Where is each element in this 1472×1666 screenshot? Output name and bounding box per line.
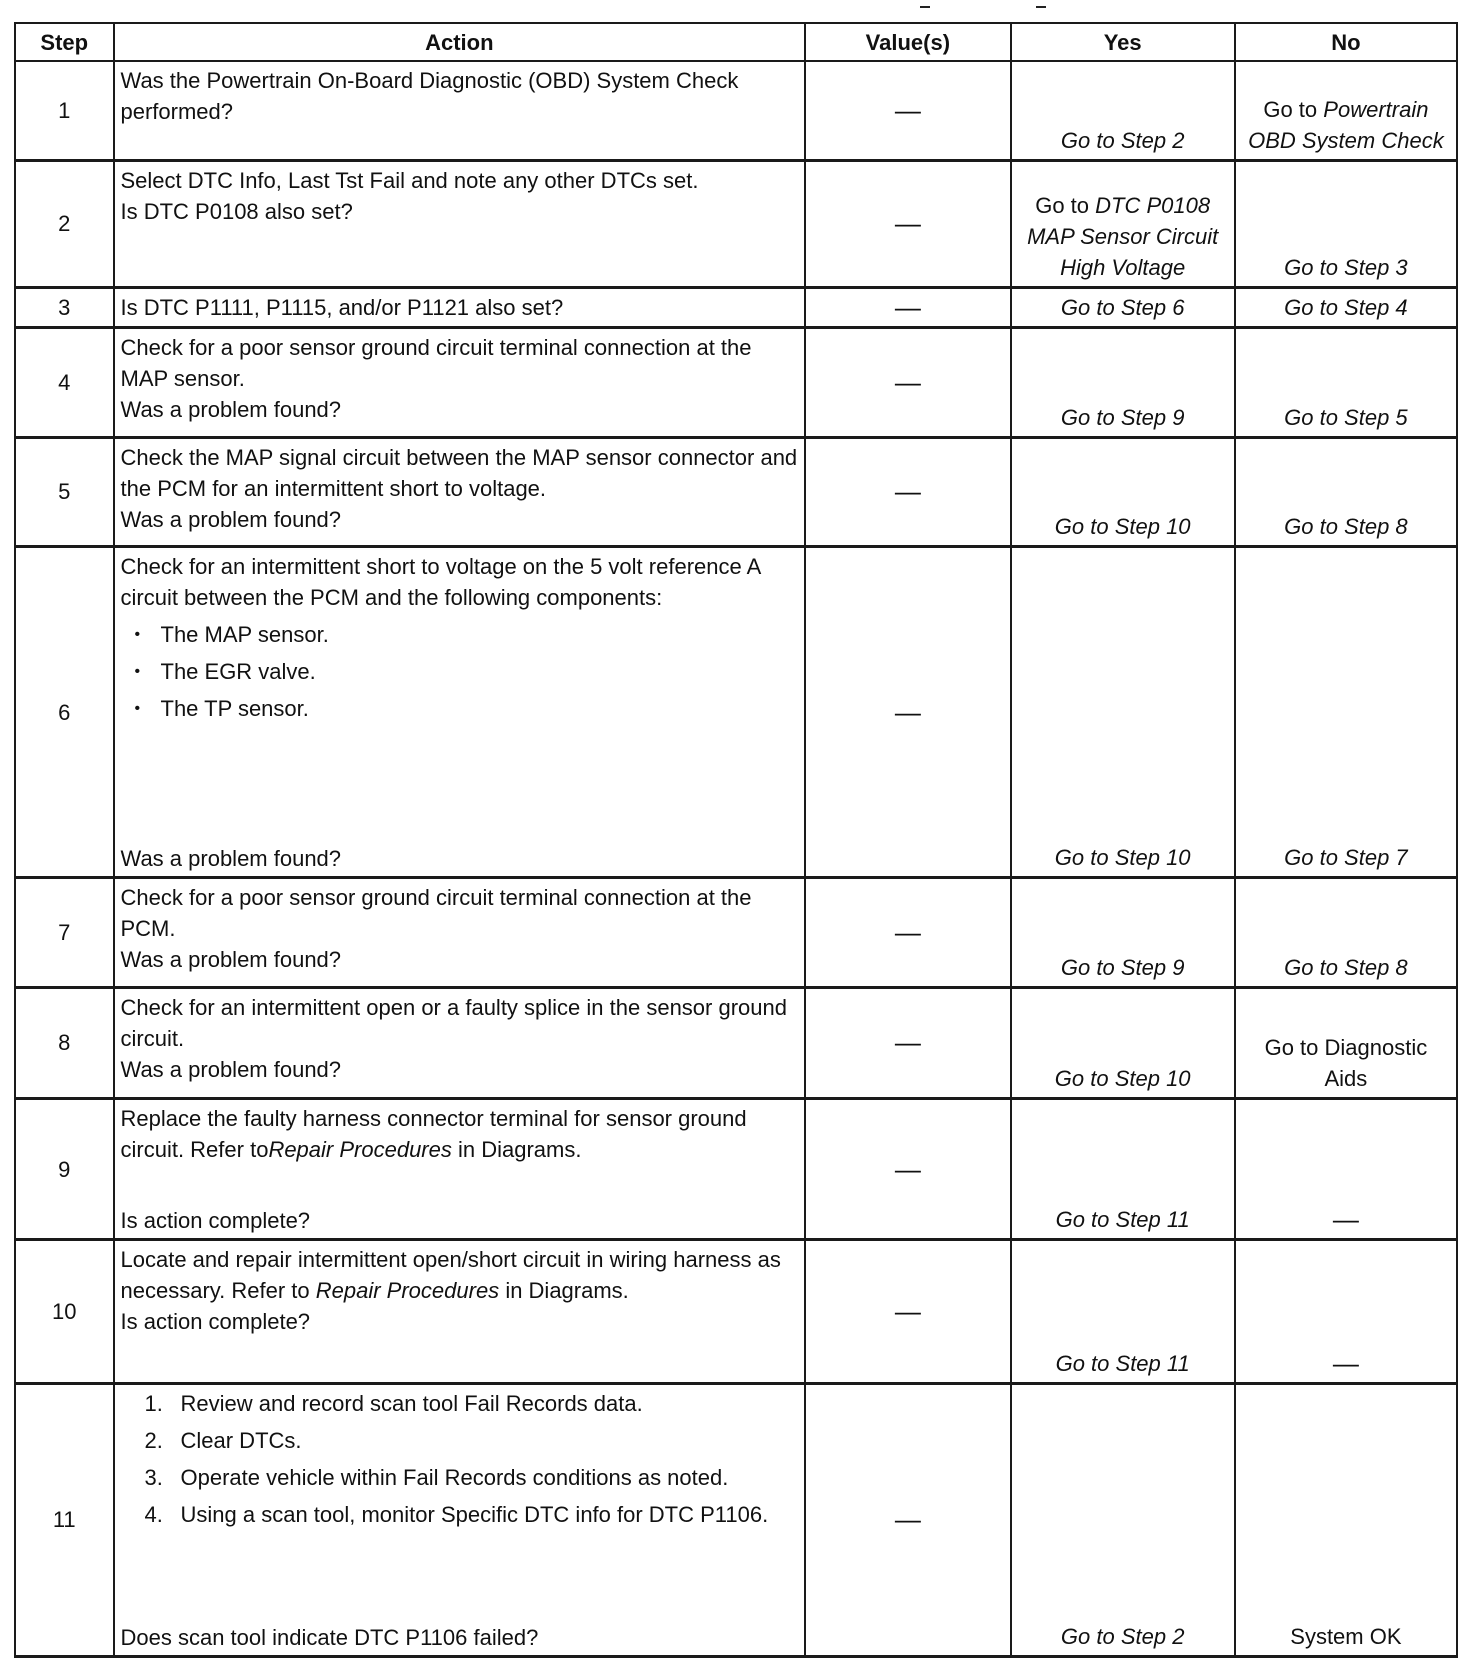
table-row [15,61,1457,160]
action-cell [114,160,806,287]
table-row [15,546,1457,878]
step-number: 9 [15,1098,114,1240]
header-step: Step [15,23,114,61]
action-cell [114,546,806,878]
table-row [15,1098,1457,1240]
no-cell: Go to Step 8 [1235,437,1457,546]
action-text: Select DTC Info, Last Tst Fail and note any other DTCs set. [120,167,699,193]
yes-cell: Go to Step 11 [1011,1098,1235,1240]
action-text-start: Replace the faulty harness connector terminal for sensor ground circuit. Refer to [120,1105,747,1162]
action-text-start: Locate and repair intermittent open/short circuit in wiring harness as necessary. Refer to [120,1247,781,1304]
action-cell [114,1383,806,1656]
list-item [144,1462,799,1493]
list-item [144,1388,799,1419]
action-text [121,1244,799,1306]
action-text: Check for an intermittent open or a faulty splice in the sensor ground circuit. [120,994,787,1051]
list-item-number: 1. [144,1390,163,1416]
header-yes: Yes [1011,23,1235,61]
yes-cell: Go to Step 2 [1011,1383,1235,1656]
list-item: • The TP sensor. [161,693,799,724]
list-item [144,1425,799,1456]
list-item: • The MAP sensor. [161,619,799,650]
value-cell: — [805,1098,1010,1240]
action-cell [114,61,806,160]
action-question: Was a problem found? [120,1056,342,1082]
step-number: 6 [15,546,114,878]
action-text: Check for an intermittent short to voltage on the 5 volt reference A circuit between the PCM and the following components: [120,553,761,610]
step-number: 2 [15,160,114,287]
no-cell: Go to Step 5 [1235,328,1457,437]
yes-cell: Go to Step 9 [1011,328,1235,437]
action-cell [114,1240,806,1384]
table-row [15,878,1457,987]
action-question: Is DTC P0108 also set? [120,198,353,224]
value-cell: — [805,1240,1010,1384]
header-values: Value(s) [805,23,1010,61]
table-row [15,1240,1457,1384]
no-link-text: Powertrain OBD System Check [1248,96,1444,153]
yes-cell [1011,160,1235,287]
step-number: 4 [15,328,114,437]
action-cell [114,987,806,1098]
action-question: Is action complete? [120,1309,311,1335]
list-item-number: 2. [144,1427,163,1453]
value-cell: — [805,1383,1010,1656]
scan-edge-marks [0,6,1472,12]
value-cell: — [805,287,1010,327]
step-number: 1 [15,61,114,160]
no-cell: — [1235,1240,1457,1384]
action-text [121,1103,799,1165]
list-item: • The EGR valve. [161,656,799,687]
yes-link-text: DTC P0108 MAP Sensor Circuit High Voltage [1027,192,1219,280]
table-row [15,160,1457,287]
table-row [15,287,1457,327]
action-question: Was a problem found? [120,506,342,532]
value-cell: — [805,878,1010,987]
list-item-number: 3. [144,1464,163,1490]
action-text: Is DTC P1111, P1115, and/or P1121 also set? [120,294,564,320]
no-cell: Go to Step 3 [1235,160,1457,287]
action-question: Is action complete? [120,1208,311,1234]
yes-text: Go to [1035,192,1090,218]
procedure-list [121,1388,799,1530]
table-row [15,987,1457,1098]
yes-cell: Go to Step 10 [1011,437,1235,546]
action-question: Was a problem found? [120,846,342,872]
yes-cell: Go to Step 10 [1011,546,1235,878]
action-cell [114,328,806,437]
yes-cell: Go to Step 2 [1011,61,1235,160]
header-row [15,23,1457,61]
yes-cell: Go to Step 11 [1011,1240,1235,1384]
action-text-end: in Diagrams. [458,1136,582,1162]
diagnostic-table [14,22,1458,1658]
no-cell: Go to Diagnostic Aids [1235,987,1457,1098]
action-question: Was a problem found? [120,947,342,973]
step-number: 3 [15,287,114,327]
action-cell [114,437,806,546]
table-row [15,1383,1457,1656]
no-cell: System OK [1235,1383,1457,1656]
step-number: 7 [15,878,114,987]
no-cell [1235,61,1457,160]
step-number: 5 [15,437,114,546]
yes-cell: Go to Step 9 [1011,878,1235,987]
table-row [15,437,1457,546]
no-cell: — [1235,1098,1457,1240]
step-number: 11 [15,1383,114,1656]
value-cell: — [805,987,1010,1098]
no-cell: Go to Step 4 [1235,287,1457,327]
no-text: Go to [1263,96,1318,122]
action-text: Check the MAP signal circuit between the MAP sensor connector and the PCM for an intermittent short to voltage. [120,444,798,501]
action-question: Was a problem found? [120,397,342,423]
value-cell: — [805,437,1010,546]
action-text-end: in Diagrams. [505,1278,629,1304]
no-cell: Go to Step 8 [1235,878,1457,987]
action-cell [114,1098,806,1240]
action-cell [114,878,806,987]
yes-cell: Go to Step 6 [1011,287,1235,327]
value-cell: — [805,546,1010,878]
no-cell: Go to Step 7 [1235,546,1457,878]
action-text: Was the Powertrain On-Board Diagnostic (OBD) System Check performed? [120,68,739,124]
list-item-text: Using a scan tool, monitor Specific DTC info for DTC P1106. [180,1501,769,1527]
scan-mark [1036,6,1046,8]
value-cell: — [805,328,1010,437]
scan-mark [920,6,930,8]
yes-cell: Go to Step 10 [1011,987,1235,1098]
header-action: Action [114,23,806,61]
value-cell: — [805,160,1010,287]
component-list [121,619,799,724]
action-text: Check for a poor sensor ground circuit terminal connection at the MAP sensor. [120,335,752,392]
list-item-number: 4. [144,1501,163,1527]
header-no: No [1235,23,1457,61]
value-cell: — [805,61,1010,160]
step-number: 8 [15,987,114,1098]
list-item [144,1499,799,1530]
action-reference: Repair Procedures [315,1278,500,1304]
list-item-text: Operate vehicle within Fail Records conditions as noted. [180,1464,729,1490]
list-item-text: Clear DTCs. [180,1427,302,1453]
table-row [15,328,1457,437]
list-item-text: Review and record scan tool Fail Records data. [180,1390,643,1416]
action-question: Does scan tool indicate DTC P1106 failed? [120,1625,539,1650]
step-number: 10 [15,1240,114,1384]
action-text: Check for a poor sensor ground circuit terminal connection at the PCM. [120,885,752,942]
action-reference: Repair Procedures [268,1136,452,1162]
action-cell [114,287,806,327]
